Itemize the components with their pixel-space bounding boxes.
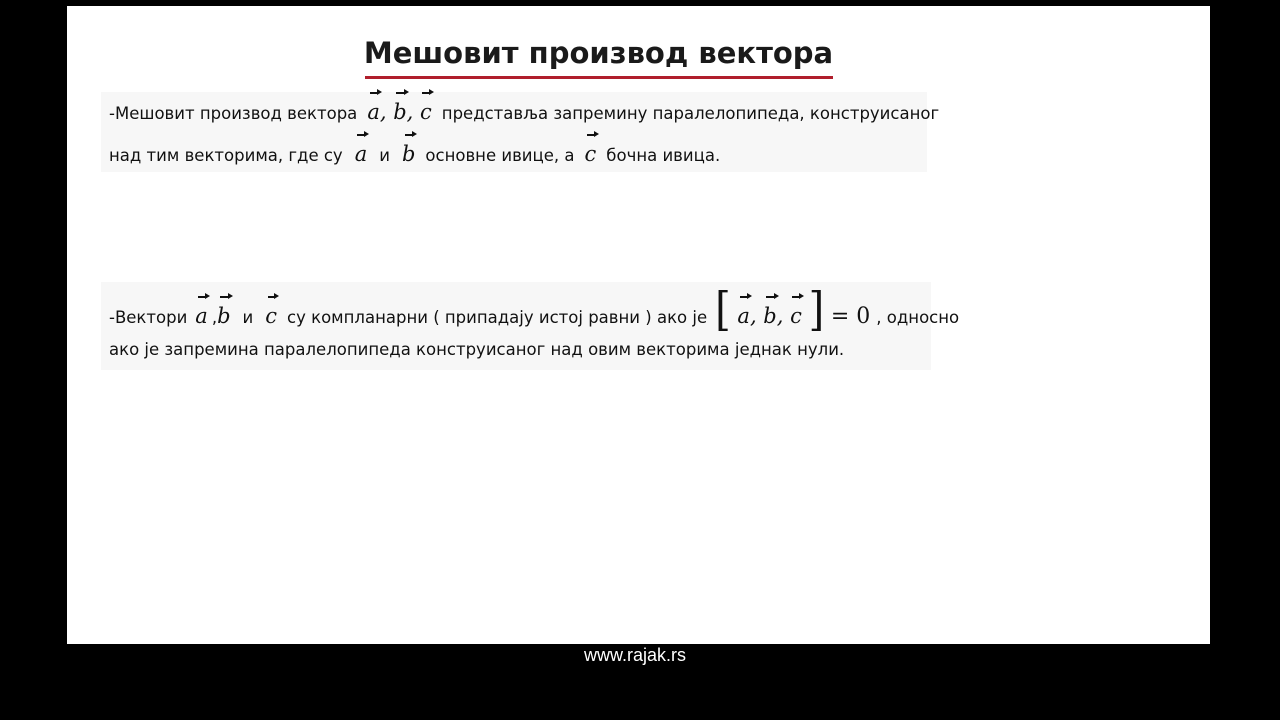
vector-b-coplanar: b — [217, 298, 230, 328]
coplanarity-paragraph — [101, 282, 960, 370]
vector-a-coplanar: a — [195, 298, 208, 328]
definition-suffix: представља запремину паралелопипеда, конструисаног — [441, 104, 940, 123]
slide — [67, 6, 1210, 644]
slide-title-text: Мешовит производ вектора — [363, 36, 834, 70]
coplanarity-line-1 — [109, 283, 960, 337]
vector-b-base: b — [402, 136, 415, 166]
and-word: и — [379, 146, 390, 165]
coplanarity-prefix: -Вектори — [109, 308, 188, 327]
title-underline — [365, 76, 833, 79]
definition-line-1 — [109, 94, 939, 124]
vector-c-lateral: c — [585, 136, 597, 166]
vector-c: c — [420, 94, 432, 124]
vector-c-coplanar: c — [265, 298, 277, 328]
definition-line2-part1: над тим векторима, где су — [109, 146, 343, 165]
vector-a-base: a — [355, 136, 368, 166]
equals-zero: = 0 — [830, 304, 871, 329]
coplanarity-line2-text: ако је запремина паралелопипеда конструисаног над овим векторима једнак нули. — [109, 340, 845, 359]
coplanarity-suffix: , односно — [876, 308, 960, 327]
bracket-close: ] — [808, 283, 825, 337]
comma-separator: , — [211, 308, 218, 327]
vector-a: a — [367, 94, 380, 124]
definition-prefix: -Мешовит производ вектора — [109, 104, 358, 123]
coplanarity-mid: су компланарни ( припадају истој равни ) ако је — [287, 308, 708, 327]
vector-triple: a, b, c — [367, 94, 431, 124]
formula-vector-b: b — [763, 298, 776, 328]
and-word-2: и — [242, 308, 254, 327]
formula-vector-a: a — [737, 298, 750, 328]
formula-vector-c: c — [790, 298, 802, 328]
vector-b: b — [393, 94, 406, 124]
mixed-product-formula: [ a, b, c ] = 0 — [715, 283, 871, 337]
definition-line-2 — [109, 136, 720, 166]
definition-paragraph — [101, 92, 940, 172]
definition-line2-part2: основне ивице, а — [425, 146, 575, 165]
definition-line2-part3: бочна ивица. — [606, 146, 721, 165]
bracket-open: [ — [715, 283, 731, 337]
slide-title — [67, 36, 1130, 74]
coplanarity-line-2 — [109, 340, 844, 359]
footer-website: www.rajak.rs — [583, 645, 686, 665]
